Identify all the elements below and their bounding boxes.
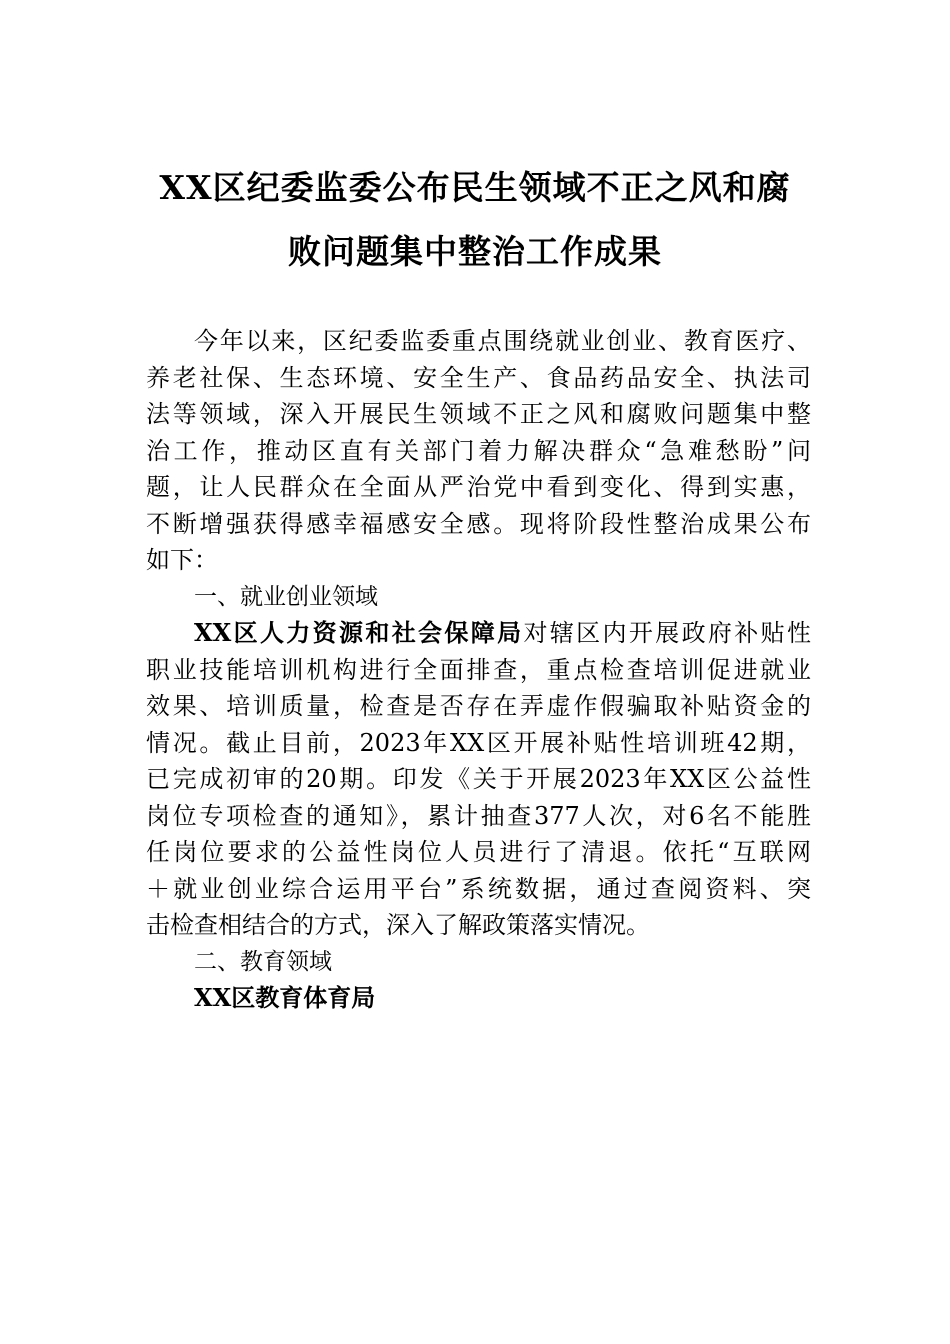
paragraph-line: 养老社保、生态环境、安全生产、食品药品安全、执法司 bbox=[146, 363, 811, 392]
section-heading-employment: 一、就业创业领域 bbox=[194, 583, 378, 610]
paragraph-line: 情况。截止目前，2023年XX区开展补贴性培训班42期， bbox=[146, 728, 811, 757]
paragraph-line: 已完成初审的20期。印发《关于开展2023年XX区公益性 bbox=[146, 765, 811, 793]
paragraph-line: 今年以来，区纪委监委重点围绕就业创业、教育医疗、 bbox=[194, 327, 811, 355]
paragraph-line: 效果、培训质量，检查是否存在弄虚作假骗取补贴资金的 bbox=[146, 692, 811, 720]
paragraph-line: 任岗位要求的公益性岗位人员进行了清退。依托“互联网 bbox=[146, 838, 811, 866]
org-name-education-bureau: XX区教育体育局 bbox=[194, 983, 376, 1012]
paragraph-line: 职业技能培训机构进行全面排查，重点检查培训促进就业 bbox=[146, 655, 811, 684]
section-heading-education: 二、教育领域 bbox=[194, 948, 332, 975]
paragraph-line: 治工作，推动区直有关部门着力解决群众“急难愁盼”问 bbox=[146, 436, 811, 465]
document-body bbox=[146, 323, 811, 1017]
paragraph-line bbox=[146, 615, 811, 652]
paragraph-line: 岗位专项检查的通知》，累计抽查377人次，对6名不能胜 bbox=[146, 801, 811, 830]
paragraph-line: 题，让人民群众在全面从严治党中看到变化、得到实惠， bbox=[146, 473, 811, 501]
paragraph-line-text: 对辖区内开展政府补贴性 bbox=[523, 619, 811, 647]
paragraph-line bbox=[146, 980, 811, 1017]
paragraph-line: 击检查相结合的方式，深入了解政策落实情况。 bbox=[146, 911, 650, 939]
paragraph-line: 如下： bbox=[146, 546, 218, 574]
org-name-hr-bureau: XX区人力资源和社会保障局 bbox=[194, 618, 524, 647]
paragraph-line: 不断增强获得感幸福感安全感。现将阶段性整治成果公布 bbox=[146, 509, 811, 538]
paragraph-line: ＋就业创业综合运用平台”系统数据，通过查阅资料、突 bbox=[146, 874, 811, 903]
paragraph-line: 法等领域，深入开展民生领域不正之风和腐败问题集中整 bbox=[146, 400, 811, 428]
document-title-line-1: XX区纪委监委公布民生领域不正之风和腐 bbox=[159, 168, 791, 207]
document-title-line-2: 败问题集中整治工作成果 bbox=[288, 232, 662, 271]
